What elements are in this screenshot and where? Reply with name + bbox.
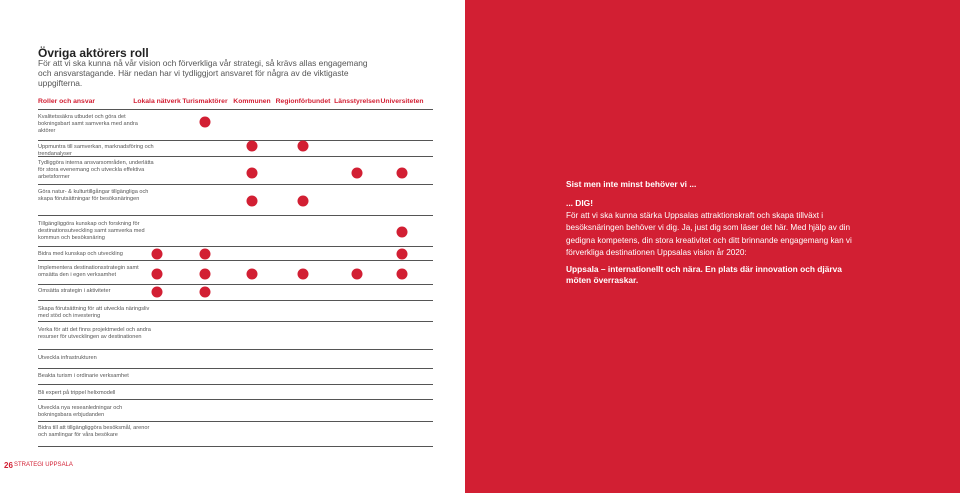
row-divider (38, 321, 433, 322)
row-label: Implementera destinationsstrategin samt omsätta den i egen verksamhet (38, 265, 139, 279)
row-label: Uppmuntra till samverkan, marknadsföring och trendanalyser (38, 144, 154, 158)
row-label: Utveckla nya reseanledningar och bokningsbara erbjudanden (38, 405, 123, 419)
responsibility-dot (298, 269, 309, 280)
right-page-dig: ... DIG! (566, 198, 593, 208)
row-label: Kvalitetssäkra utbudet och göra det bokningsbart samt samverka med andra aktörer (38, 114, 138, 135)
row-label: Omsätta strategin i aktiviteter (38, 288, 111, 294)
responsibility-dot (247, 168, 258, 179)
row-divider (38, 368, 433, 369)
row-divider (38, 215, 433, 216)
responsibility-dot (397, 168, 408, 179)
right-page-title: Sist men inte minst behöver vi ... (566, 179, 697, 189)
row-label: Bidra till att tillgängliggöra besöksmål, arenor och samlingar för våra besökare (38, 425, 150, 439)
responsibility-dot (298, 196, 309, 207)
header-local-networks: Lokala nätverk (133, 98, 181, 105)
responsibility-dot (397, 227, 408, 238)
row-label: Verka för att det finns projektmedel och andra resurser för utvecklingen av destinationen (38, 327, 151, 341)
responsibility-dot (298, 141, 309, 152)
header-roles: Roller och ansvar (38, 98, 96, 105)
responsibility-dot (200, 287, 211, 298)
intro-text: För att vi ska kunna nå vår vision och förverkliga vår strategi, så krävs allas engagemang och ansvarstagande. Här nedan har vi tydliggjort ansvaret för några av de viktigaste uppgifterna. (38, 58, 368, 88)
responsibility-dot (200, 117, 211, 128)
row-divider (38, 284, 433, 285)
responsibility-dot (247, 269, 258, 280)
header-rule (38, 109, 433, 110)
row-label: Beakta turism i ordinarie verksamhet (38, 373, 129, 379)
header-universities: Universiteten (380, 98, 424, 105)
header-county-board: Länsstyrelsen (334, 98, 380, 105)
section-label: STRATEGI UPPSALA (14, 462, 73, 468)
page-number: 26 (4, 461, 13, 470)
row-label: Göra natur- & kulturtillgångar tillgängliga och skapa förutsättningar för besöksnäringen (38, 189, 149, 203)
row-divider (38, 384, 433, 385)
row-divider (38, 300, 433, 301)
row-divider (38, 184, 433, 185)
responsibility-dot (247, 141, 258, 152)
row-divider (38, 246, 433, 247)
header-tourism-actors: Turismaktörer (182, 98, 228, 105)
row-divider (38, 399, 433, 400)
right-page-body: För att vi ska kunna stärka Uppsalas attraktionskraft och skapa tillväxt i besöksnäringen behöver vi dig. Ja, just dig som läser det här. Med hjälp av din gedigna kompetens, din stora kreativitet och ditt brinnande engagemang kan vi förverkliga destinationen Uppsalas vision år 2020: (566, 211, 852, 257)
row-divider (38, 349, 433, 350)
header-regional-council: Regionförbundet (275, 98, 331, 105)
row-divider (38, 421, 433, 422)
responsibility-dot (152, 287, 163, 298)
row-divider (38, 446, 433, 447)
row-label: Utveckla infrastrukturen (38, 355, 97, 361)
page-heading: Övriga aktörers roll (38, 46, 149, 60)
responsibility-dot (247, 196, 258, 207)
responsibility-dot (397, 269, 408, 280)
responsibility-dot (397, 249, 408, 260)
row-label: Tydliggöra interna ansvarsområden, underlätta för stora evenemang och utveckla effektiva arbetsformer (38, 160, 154, 181)
responsibility-dot (200, 269, 211, 280)
row-label: Skapa förutsättning för att utveckla näringsliv med stöd och investering (38, 306, 150, 320)
responsibility-dot (200, 249, 211, 260)
responsibility-dot (352, 269, 363, 280)
row-label: Tillgängliggöra kunskap och forskning för destinationsutveckling samt samverka med kommun och besöksnäring (38, 221, 145, 242)
header-municipality: Kommunen (233, 98, 271, 105)
row-divider (38, 156, 433, 157)
row-divider (38, 140, 433, 141)
responsibility-dot (152, 269, 163, 280)
right-page-tagline: Uppsala – internationellt och nära. En plats där innovation och djärva möten överraskar. (566, 264, 842, 286)
row-label: Bli expert på trippel helixmodell (38, 390, 116, 396)
responsibility-dot (352, 168, 363, 179)
responsibility-dot (152, 249, 163, 260)
row-divider (38, 260, 433, 261)
row-label: Bidra med kunskap och utveckling (38, 251, 123, 257)
